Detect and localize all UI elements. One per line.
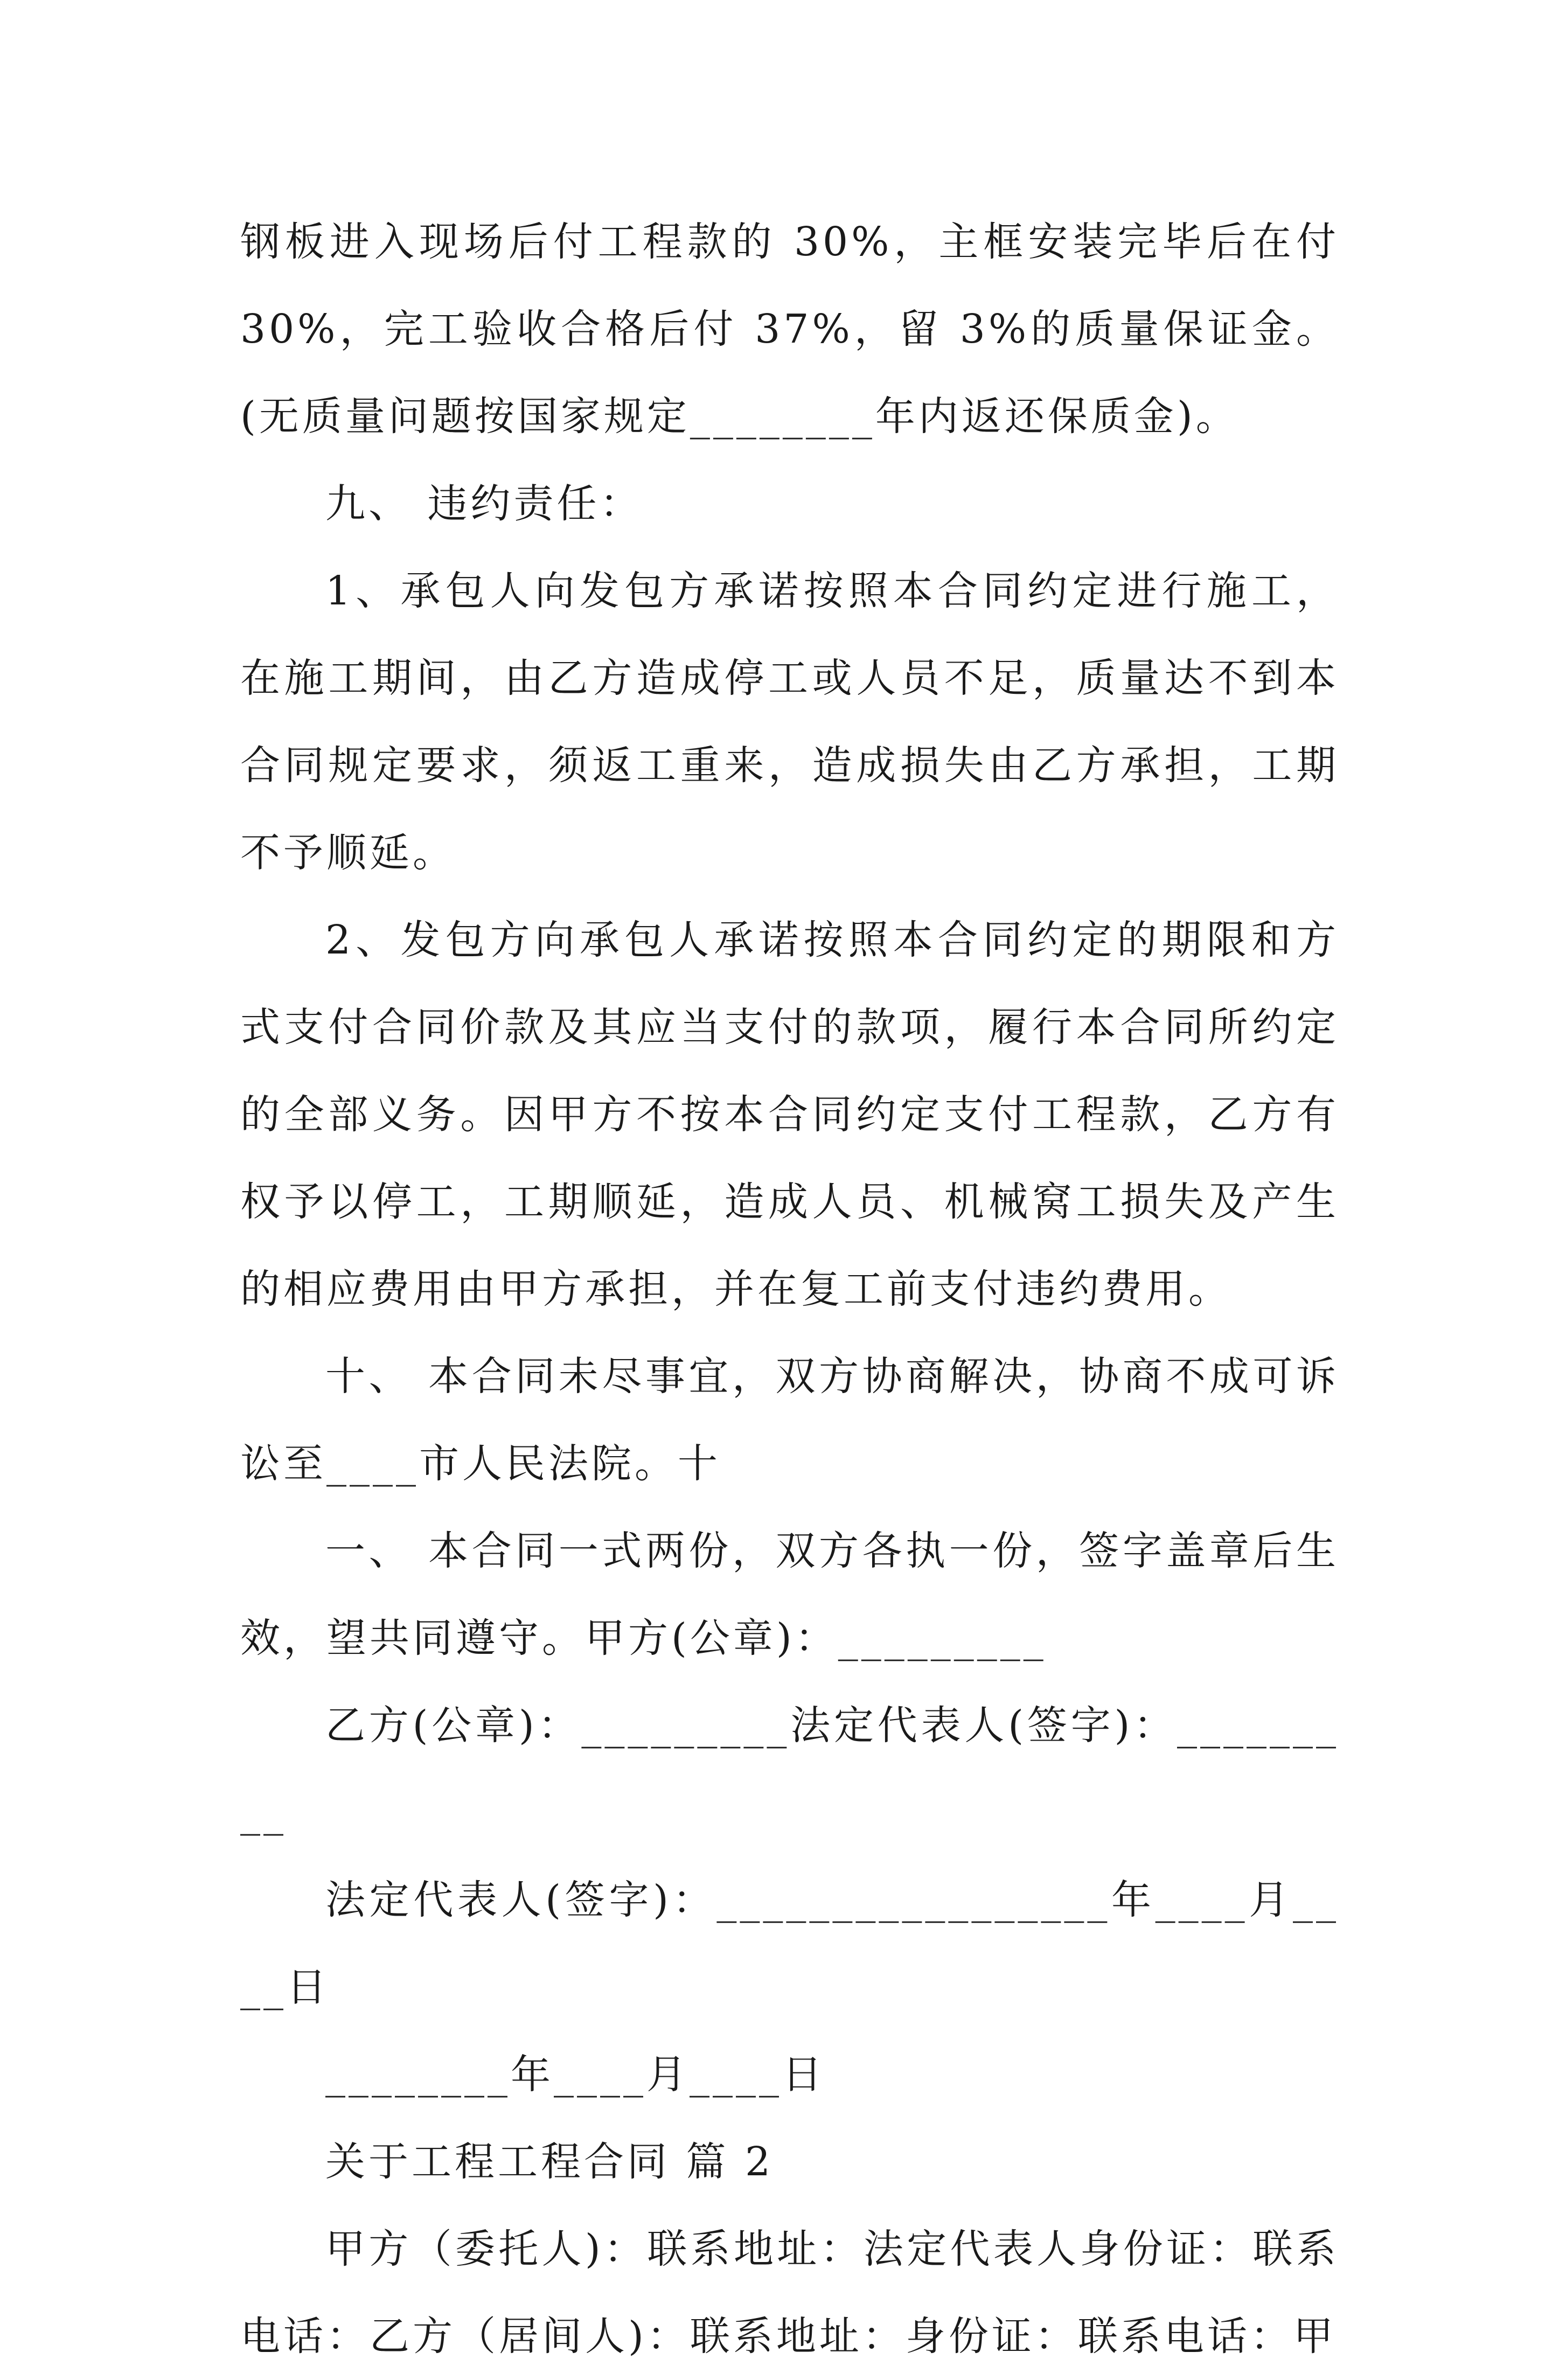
paragraph-copies-and-signature: 一、 本合同一式两份，双方各执一份，签字盖章后生效，望共同遵守。甲方(公章)：_________: [240, 1528, 1339, 1661]
signature-line-party-b: 乙方(公章)：_________法定代表人(签字)：_________: [240, 1702, 1339, 1836]
section-title-contract-2: 关于工程工程合同 篇 2: [325, 2139, 774, 2185]
paragraph-parties-info: 甲方（委托人)：联系地址：法定代表人身份证：联系电话：乙方（居间人)：联系地址：身份证：联系电话：甲: [240, 2226, 1339, 2360]
paragraph-dispute-resolution: 十、 本合同未尽事宜，双方协商解决，协商不成可诉讼至____市人民法院。十: [240, 1353, 1339, 1487]
document-body: [240, 198, 1339, 2380]
paragraph-contractor-commitment: 1、承包人向发包方承诺按照本合同约定进行施工，在施工期间，由乙方造成停工或人员不足，质量达不到本合同规定要求，须返工重来，造成损失由乙方承担，工期不予顺延。: [240, 568, 1339, 876]
section-heading-breach-liability: 九、 违约责任：: [325, 481, 643, 527]
signature-line-representative-date: 法定代表人(签字)：_________________年____月____日: [240, 1877, 1339, 2010]
paragraph-payment-terms: 钢板进入现场后付工程款的 30%，主框安装完毕后在付 30%，完工验收合格后付 37%，留 3%的质量保证金。(无质量问题按国家规定________年内返还保质金)。: [240, 219, 1339, 440]
date-line: ________年____月____日: [325, 2051, 825, 2098]
paragraph-employer-commitment: 2、发包方向承包人承诺按照本合同约定的期限和方式支付合同价款及其应当支付的款项，履行本合同所约定的全部义务。因甲方不按本合同约定支付工程款，乙方有权予以停工，工期顺延，造成人员、机械窝工损失及产生的相应费用由甲方承担，并在复工前支付违约费用。: [240, 917, 1339, 1312]
